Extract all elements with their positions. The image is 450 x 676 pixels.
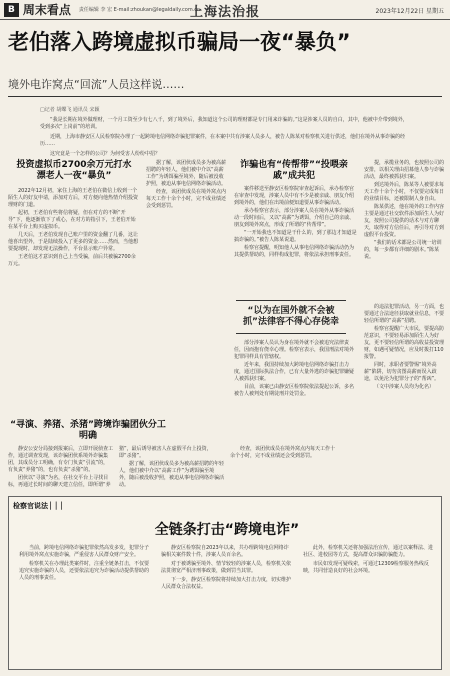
- section-title-3: 诈骗也有“传帮带”“投喂亲戚”成共犯: [240, 160, 348, 181]
- headline: 老伯落入跨境虚拟币骗局一夜“暴负”: [8, 30, 351, 54]
- box-paragraph: 下一步，静安区检察院将持续加大打击力度，切实维护人民群众合法权益。: [161, 577, 292, 590]
- body-paragraph: 目前，该案已由静安区检察院依法提起公诉，多名被告人被判处有期徒刑并处罚金。: [234, 384, 355, 397]
- lead-paragraph: 这究竟是一个怎样的公司？为何受害人纷纷中招？: [50, 151, 161, 157]
- lead-paragraph: 近期，上海市静安区人民检察院办理了一起跨境电信网络诈骗犯罪案件，在本案中共有涉案人员多人，被告人陈某对检察机关进行供述，他们在境外从事诈骗的经历……: [40, 134, 406, 147]
- box-paragraph: 静安区检察院自2023年以来，共办理跨境电信网络诈骗相关案件数十件，涉案人员百余名。: [161, 545, 289, 558]
- body-column-3b: [364, 304, 444, 494]
- body-paragraph: 到达境外后，陈某等人被要求每天工作十余个小时，不仅要完成每日的业绩目标，还被限制人身自由。: [364, 182, 445, 202]
- box-tag: 检察官说法 ▏▏▏: [13, 502, 67, 510]
- section-tag: B: [4, 3, 19, 17]
- issue-date: 2023年12月22日 星期五: [375, 8, 444, 15]
- section-title-1: 投资虚拟币2700余万元打水漂老人一夜“暴负”: [16, 160, 132, 181]
- section-name: 周末看点: [22, 3, 71, 17]
- lead-paragraphs: [40, 117, 410, 161]
- body-paragraph: 提，承揽业务的，也按照公司的安排，以相关理由招募他人参与诈骗活动，最终被抓获归案。: [364, 160, 445, 180]
- subheadline: 境外电诈窝点“回流”人员这样说……: [8, 78, 185, 91]
- body-paragraph: 部分涉案人员认为身在境外就不会被追究法律责任，因而抱有侥幸心理。检察官表示，我国刑法对境外犯罪同样具有管辖权。: [234, 340, 355, 360]
- body-paragraph: 起初，王老伯有些将信将疑，但在对方的不断“开导”下，他逐渐放下了戒心，在对方的指引下，王老伯开始在某平台上购买虚拟币。: [8, 210, 136, 230]
- body-column-1: [8, 188, 140, 416]
- body-paragraph: 承办检察官表示，部分涉案人员在境外从事诈骗活动一段时间后，又以“高薪”为诱饵，介绍自己的亲戚、朋友到境外窝点，形成了所谓的“传帮带”。: [234, 208, 355, 228]
- body-column-2b: [234, 340, 358, 494]
- body-paragraph: 几天后，王老伯发现自己账户里的资金翻了几番，这让他喜出望外，于是陆续投入了更多的资金……然而，当他想要提现时，却发现无法操作，平台显示账户异常。: [8, 232, 139, 252]
- body-column-1c: [146, 160, 228, 418]
- body-paragraph: 王老伯这才意识到自己上当受骗，前后共被骗2700余万元。: [8, 254, 136, 267]
- body-paragraph: 检察官提醒，明知他人从事电信网络诈骗活动仍为其提供帮助的，同样构成犯罪，将依法承担刑事责任。: [234, 245, 355, 258]
- box-column-2: [161, 545, 291, 663]
- box-paragraph: 市民如发现可疑线索，可通过12309检察服务热线反映，共同营造良好的社会环境。: [303, 561, 429, 574]
- body-paragraph: 据了解，该团伙成员多为被高薪招聘的年轻人，他们被中介以“高薪工作”为诱饵骗至境外，随后被没收护照，被迫从事电信网络诈骗活动。: [146, 160, 227, 187]
- body-paragraph: 陈某供述，他在境外的工作内容主要是通过社交软件添加陌生人为好友，按照公司提供的话术与对方聊天，取得对方信任后，再引导对方到虚假平台投资。: [364, 204, 445, 238]
- box-paragraph: 对于被诱骗至境外、情节较轻的涉案人员，检察机关依法贯彻宽严相济刑事政策，做到罚当其罪。: [161, 561, 292, 574]
- prosecutor-commentary-box: [8, 496, 442, 670]
- box-paragraph: 此外，检察机关还将加强法治宣传，通过以案释法、进社区、进校园等方式，提高群众识骗防骗能力。: [303, 545, 434, 558]
- box-paragraph: 当前，跨境电信网络诈骗犯罪依然高发多发，犯罪分子利用境外窝点实施诈骗，严重侵害人民群众财产安全。: [19, 545, 150, 558]
- body-paragraph: 团伙以“寻演”为名，在社交平台上寻找目标，再通过长时间的聊天建立信任，即所谓“养猪”，最后诱导被害人在虚假平台上投资，即“杀猪”。: [8, 446, 212, 488]
- body-paragraph: 案件移送至静安区检察院审查起诉后，承办检察官在审查中发现，涉案人员中有不少是被亲戚、朋友介绍到境外的，他们在出境前便知道要从事诈骗活动。: [234, 186, 355, 206]
- body-paragraph: 2022年12月初，家住上海的王老伯在微信上收到一个陌生人的好友申请，添加对方后，对方便向他热情介绍投资理财的门道。: [8, 188, 139, 208]
- body-paragraph: “我们的话术都是公司统一培训的，每一步都有详细的剧本。”陈某说。: [364, 240, 442, 260]
- box-column-1: [19, 545, 149, 663]
- box-paragraph: 检察机关在办理此类案件时，注重全链条打击，不仅要追究实施诈骗的人员，还要依法追究为诈骗活动提供帮助的人员的刑事责任。: [19, 561, 150, 581]
- body-column-1b: [8, 446, 336, 494]
- body-paragraph: “一开始我也不知道是干什么的，到了那边才知道是搞诈骗的。”被告人陈某说道。: [234, 230, 357, 243]
- pull-quote: “以为在国外就不会被抓”法律容不得心存侥幸: [236, 300, 346, 334]
- body-paragraph: 同时，求职者要警惕“境外高薪”陷阱，切勿贪图高薪而误入歧途，以免沦为犯罪分子的“帮凶”。: [364, 362, 440, 382]
- body-column-3: [364, 160, 444, 300]
- body-paragraph: 静安公安分局接到报案后，立即开展侦查工作，通过调查发现，该诈骗团伙系境外诈骗集团，其成员分工明确，有专门负责“引流”的，有负责“养猪”的，也有负责“杀猪”的。: [8, 446, 114, 473]
- body-paragraph: 经查，该团伙成员在境外窝点内每天工作十余个小时，完不成业绩还会受到惩罚。: [146, 189, 227, 209]
- box-column-3: [303, 545, 433, 663]
- body-paragraph: 的违法犯罪活动，另一方面，也要通过合法途径获取就业信息，不要轻信所谓的“高薪”招聘。: [364, 304, 445, 324]
- body-paragraph: 据了解，该团伙成员多为被高薪招聘的年轻人，他们被中介以“高薪工作”为诱饵骗至境外，随后被没收护照，被迫从事电信网络诈骗活动。: [119, 461, 225, 488]
- box-title: 全链条打击“跨境电诈”: [154, 522, 300, 538]
- editor-meta: 责任编辑 李 宏 E-mail:zhoukan@legaldaily.com.cn: [78, 7, 201, 13]
- section-title-2: “寻演、养猪、杀猪”跨境诈骗团伙分工明确: [10, 420, 166, 441]
- masthead-logo: 上海法治报: [190, 5, 261, 20]
- body-paragraph: 经查，该团伙成员在境外窝点内每天工作十余个小时，完不成业绩还会受到惩罚。: [230, 446, 336, 459]
- body-paragraph: 检察官提醒广大市民，要提高防范意识，不要轻易添加陌生人为好友，更不要轻信所谓的高收益投资理财，如遇可疑情况，应及时拨打110报警。: [364, 326, 445, 360]
- byline: □记者 胡蝶飞 通讯员 宋颖: [40, 107, 100, 113]
- body-paragraph: 近年来，我国持续加大跨境电信网络诈骗打击力度，通过国际执法合作，已有大量外逃的诈骗犯罪嫌疑人被抓获归案。: [234, 362, 355, 382]
- divider: [8, 96, 442, 97]
- body-column-2: [234, 186, 358, 294]
- lead-paragraph: “我是长期在境外做理财，一个月工资至少有七八千，到了境外后，我知道这个公司的理财都是专门用来诈骗的。”这是涉案人员的自白，其中，他被中介带到境外，受到多次“上岗前”的培训。: [40, 117, 408, 130]
- body-paragraph: （文中涉案人员均为化名）: [374, 384, 435, 390]
